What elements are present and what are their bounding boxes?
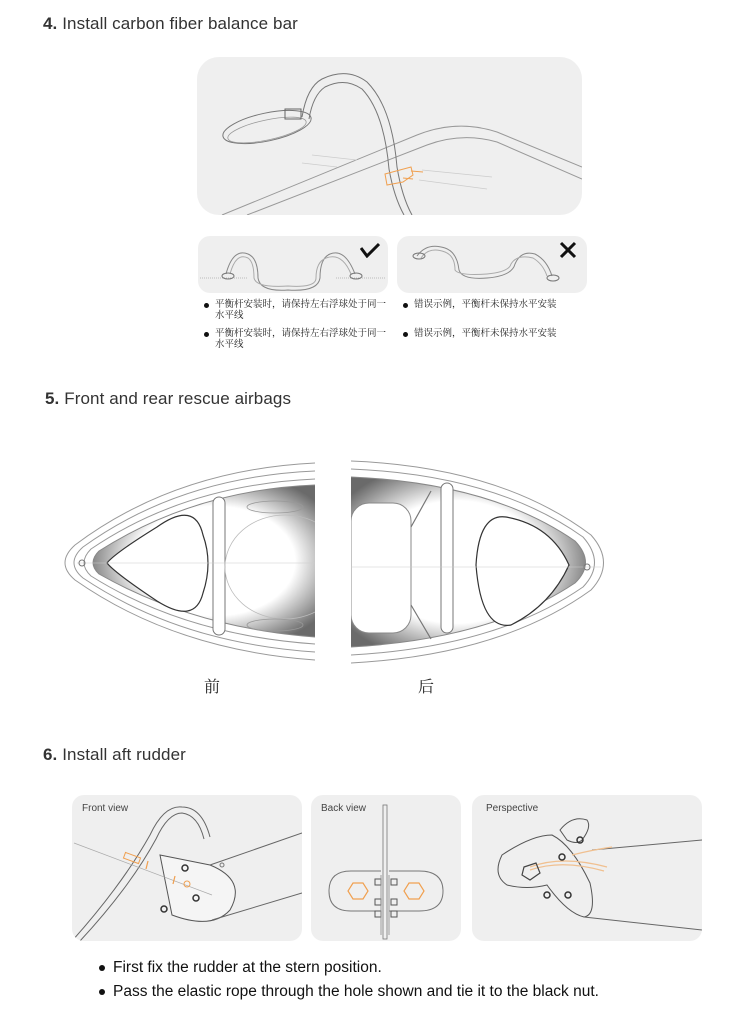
rudder-instructions xyxy=(99,959,599,1001)
bullet-icon xyxy=(403,332,408,337)
section-title-text: Install carbon fiber balance bar xyxy=(62,14,298,33)
perspective-panel xyxy=(472,795,702,941)
bullet-icon xyxy=(99,965,105,971)
front-label: 前 xyxy=(204,677,221,696)
wrong-note: 错误示例，平衡杆未保持水平安装 xyxy=(403,300,593,311)
front-view-drawing xyxy=(72,795,302,941)
section-4-title xyxy=(43,14,298,34)
cross-mark-icon xyxy=(559,241,577,259)
balance-bar-illustration xyxy=(197,57,582,215)
rear-airbag-drawing xyxy=(351,455,616,667)
check-mark-icon xyxy=(360,242,380,258)
correct-example-panel xyxy=(198,236,388,293)
balance-bar-drawing xyxy=(197,57,582,215)
correct-note: 平衡杆安装时，请保持左右浮球处于同一水平线 xyxy=(204,329,394,350)
bullet-icon xyxy=(204,303,209,308)
bullet-icon xyxy=(99,989,105,995)
instruction-item: Pass the elastic rope through the hole shown and tie it to the black nut. xyxy=(99,983,599,1001)
front-view-label: Front view xyxy=(82,803,129,814)
bullet-icon xyxy=(403,303,408,308)
perspective-label: Perspective xyxy=(486,803,539,814)
section-6-title xyxy=(43,745,186,765)
section-title-text: Install aft rudder xyxy=(62,745,186,764)
section-number: 6. xyxy=(43,745,58,764)
wrong-notes xyxy=(403,300,593,339)
back-view-drawing xyxy=(311,795,461,941)
wrong-example-panel xyxy=(397,236,587,293)
front-airbag-drawing xyxy=(55,455,315,667)
perspective-drawing xyxy=(472,795,702,941)
section-number: 4. xyxy=(43,14,58,33)
correct-note: 平衡杆安装时，请保持左右浮球处于同一水平线 xyxy=(204,300,394,321)
back-view-panel xyxy=(311,795,461,941)
rear-label: 后 xyxy=(418,677,435,696)
section-title-text: Front and rear rescue airbags xyxy=(64,389,292,408)
correct-notes xyxy=(204,300,394,350)
instruction-item: First fix the rudder at the stern position. xyxy=(99,959,599,977)
bullet-icon xyxy=(204,332,209,337)
section-5-title xyxy=(45,389,291,409)
wrong-note: 错误示例，平衡杆未保持水平安装 xyxy=(403,329,593,340)
section-number: 5. xyxy=(45,389,60,408)
back-view-label: Back view xyxy=(321,803,367,814)
front-view-panel xyxy=(72,795,302,941)
